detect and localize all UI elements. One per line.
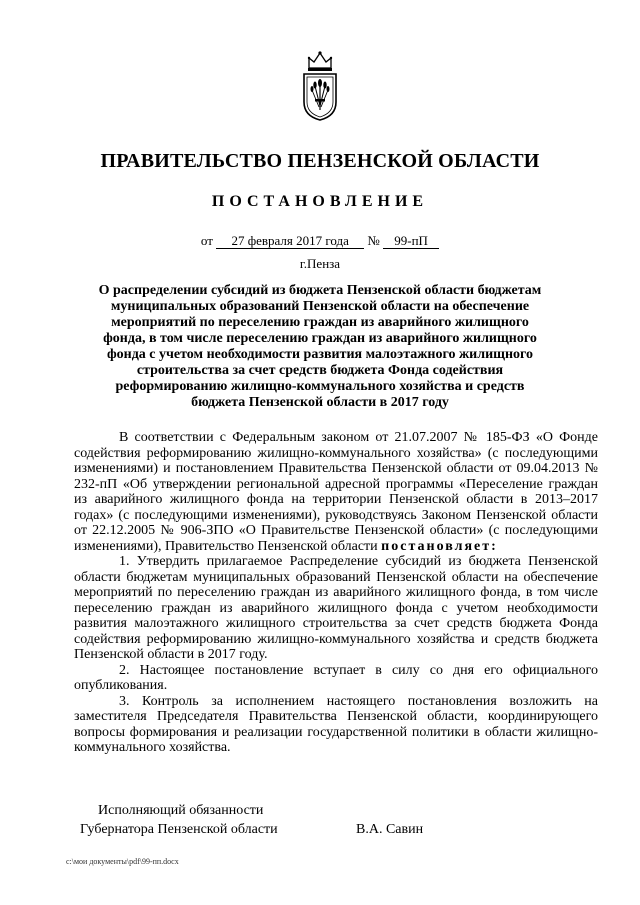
paragraph-3: 3. Контроль за исполнением настоящего постановления возложить на заместителя Председателя Правительства Пензенской области, координирующего вопросы формирования и реализации государственной политики в области жилищно-коммунального хозяйства. [74, 693, 598, 755]
penza-coat-of-arms-icon [301, 50, 339, 122]
paragraph-2: 2. Настоящее постановление вступает в силу со дня его официального опубликования. [74, 662, 598, 693]
signatory-position-line1: Исполняющий обязанности [98, 803, 264, 818]
preamble-text: В соответствии с Федеральным законом от 21.07.2007 № 185-ФЗ «О Фонде содействия реформированию жилищно-коммунального хозяйства» (с последующими изменениями) и постановлением Правительства Пензенской области от 09.04.2013 № 232-пП «Об утверждении региональной адресной программы «Переселение граждан из аварийного жилищного фонда на территории Пензенской области в 2013–2017 годах» (с последующими изменениями), руководствуясь Законом Пензенской области от 22.12.2005 № 906-ЗПО «О Правительстве Пензенской области» (с последующими изменениями), Правительство Пензенской области [74, 430, 598, 554]
number-prefix: № [367, 233, 380, 248]
signatory-position-line2: Губернатора Пензенской области [80, 822, 278, 837]
signatory-name: В.А. Савин [356, 822, 424, 837]
paragraph-1: 1. Утвердить прилагаемое Распределение субсидий из бюджета Пензенской области бюджетам муниципальных образований Пензенской области на обеспечение мероприятий по переселению граждан из аварийного жилищного фонда, в том числе переселению граждан из аварийного жилищного фонда с учетом необходимости развития малоэтажного жилищного строительства за счет средств бюджета Фонда содействия реформированию жилищно-коммунального хозяйства и средств бюджета Пензенской области в 2017 году. [74, 554, 598, 662]
document-type: ПОСТАНОВЛЕНИЕ [211, 193, 429, 210]
document-body [74, 430, 598, 756]
date-number-line [0, 233, 640, 249]
government-title: ПРАВИТЕЛЬСТВО ПЕНЗЕНСКОЙ ОБЛАСТИ [100, 150, 540, 172]
city: г.Пенза [299, 256, 341, 271]
preamble-paragraph [74, 430, 598, 554]
resolves-word: постановляет: [381, 538, 498, 554]
document-number: 99-пП [383, 234, 439, 249]
document-date: 27 февраля 2017 года [216, 234, 364, 249]
document-subject: О распределении субсидий из бюджета Пензенской области бюджетам муниципальных образований Пензенской области на обеспечение мероприятий по переселению граждан из аварийного жилищного фонда, в том числе переселению граждан из аварийного жилищного фонда с учетом необходимости развития малоэтажного жилищного строительства за счет средств бюджета Фонда содействия реформированию жилищно-коммунального хозяйства и средств бюджета Пензенской области в 2017 году [98, 283, 542, 410]
file-path-footer: c:\мои документы\pdf\99-пп.docx [66, 857, 179, 866]
date-prefix: от [200, 233, 213, 248]
